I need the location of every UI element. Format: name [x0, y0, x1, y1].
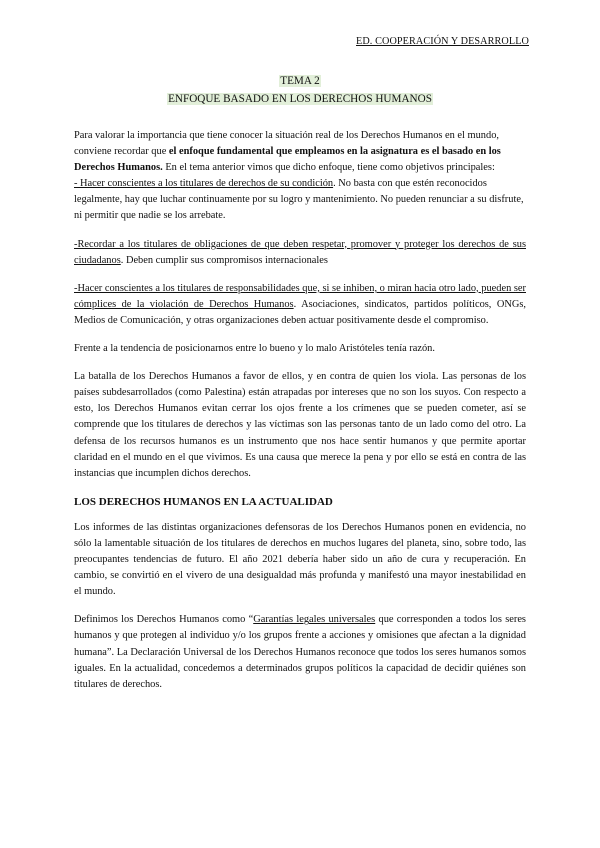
intro-text-a: Para valorar la importancia que tiene conocer la situación real de los Derechos Humanos en el mundo, conviene recordar que	[74, 130, 499, 158]
objective-2-underlined: -Recordar a los titulares de obligaciones de que deben respetar, promover y proteger los derechos de sus ciudadanos	[74, 238, 526, 266]
objective-1	[74, 176, 526, 224]
definimos-text-b: que corresponden a todos los seres humanos y que protegen al individuo y/o los grupos frente a acciones y omisiones que afectan a la dignidad humana”. La Declaración Universal de los Derechos Humanos reconoce que todos los seres humanos somos iguales. En la actualidad, concedemos a determinados grupos políticos la capacidad de decidir quiénes son titulares de derechos.	[74, 614, 526, 690]
aristoteles-paragraph: Frente a la tendencia de posicionarnos entre lo bueno y lo malo Aristóteles tenía razón.	[74, 343, 435, 355]
objective-1-rest: . No basta con que estén reconocidos legalmente, hay que luchar continuamente por su logro y mantenimiento. No pueden renunciar a su disfrute, ni permitir que nadie se los arrebate.	[74, 178, 524, 222]
objective-3-underlined: -Hacer conscientes a los titulares de responsabilidades que, si se inhiben, o miran hacia otro lado, pueden ser cómplices de la violación de Derechos Humanos	[74, 282, 526, 310]
objective-2	[74, 237, 526, 269]
intro-text-b: En el tema anterior vimos que dicho enfoque, tiene como objetivos principales:	[162, 162, 495, 174]
objective-3	[74, 281, 526, 329]
batalla-paragraph: La batalla de los Derechos Humanos a favor de ellos, y en contra de quien los viola. Las personas de los países subdesarrollados (como Palestina) están atrapadas por intereses que no son los suyos. Con respecto a esto, los Derechos Humanos evitan cerrar los ojos frente a los crímenes que se pueden cometer, así se comprende que los titulares de derechos y las víctimas son las personas tanto de un lado como del otro. La defensa de los recursos humanos es un instrumento que nos hace sentir humanos y que permite aportar claridad en el mundo en el que vivimos. Es una causa que merece la pena y por ello se está en contra de las instancias que incumplen dichos derechos.	[74, 371, 526, 479]
informes-paragraph: Los informes de las distintas organizaciones defensoras de los Derechos Humanos ponen en evidencia, no sólo la lamentable situación de los titulares de derechos en muchos lugares del planeta, sino, sobre todo, las preocupantes tendencias de futuro. El año 2021 debería haber sido un año de cura y recuperación. En cambio, se convirtió en el vivero de una desigualdad más profunda y manifestó una mayor inestabilidad en el mundo.	[74, 521, 526, 598]
objective-3-rest: . Asociaciones, sindicatos, partidos políticos, ONGs, Medios de Comunicación, y otras organizaciones deben actuar positivamente desde el compromiso.	[74, 298, 526, 326]
topic-subtitle	[0, 90, 600, 108]
topic-number-text: TEMA 2	[280, 75, 320, 87]
section-title: LOS DERECHOS HUMANOS EN LA ACTUALIDAD	[74, 495, 333, 508]
objective-2-rest: . Deben cumplir sus compromisos internacionales	[120, 254, 328, 266]
topic-subtitle-text: ENFOQUE BASADO EN LOS DERECHOS HUMANOS	[168, 93, 432, 105]
intro-paragraph	[74, 128, 526, 176]
intro-bold: el enfoque fundamental que empleamos en la asignatura es el basado en los Derechos Humanos.	[74, 146, 501, 174]
objective-1-underlined: - Hacer conscientes a los titulares de derechos de su condición	[74, 178, 334, 190]
definimos-underlined: Garantías legales universales	[253, 614, 376, 626]
definimos-text-a: Definimos los Derechos Humanos como “	[74, 614, 254, 626]
topic-number	[0, 72, 600, 90]
title-block	[0, 72, 600, 108]
document-body	[74, 128, 526, 693]
definimos-paragraph	[74, 612, 526, 692]
course-header: ED. COOPERACIÓN Y DESARROLLO	[356, 36, 529, 47]
